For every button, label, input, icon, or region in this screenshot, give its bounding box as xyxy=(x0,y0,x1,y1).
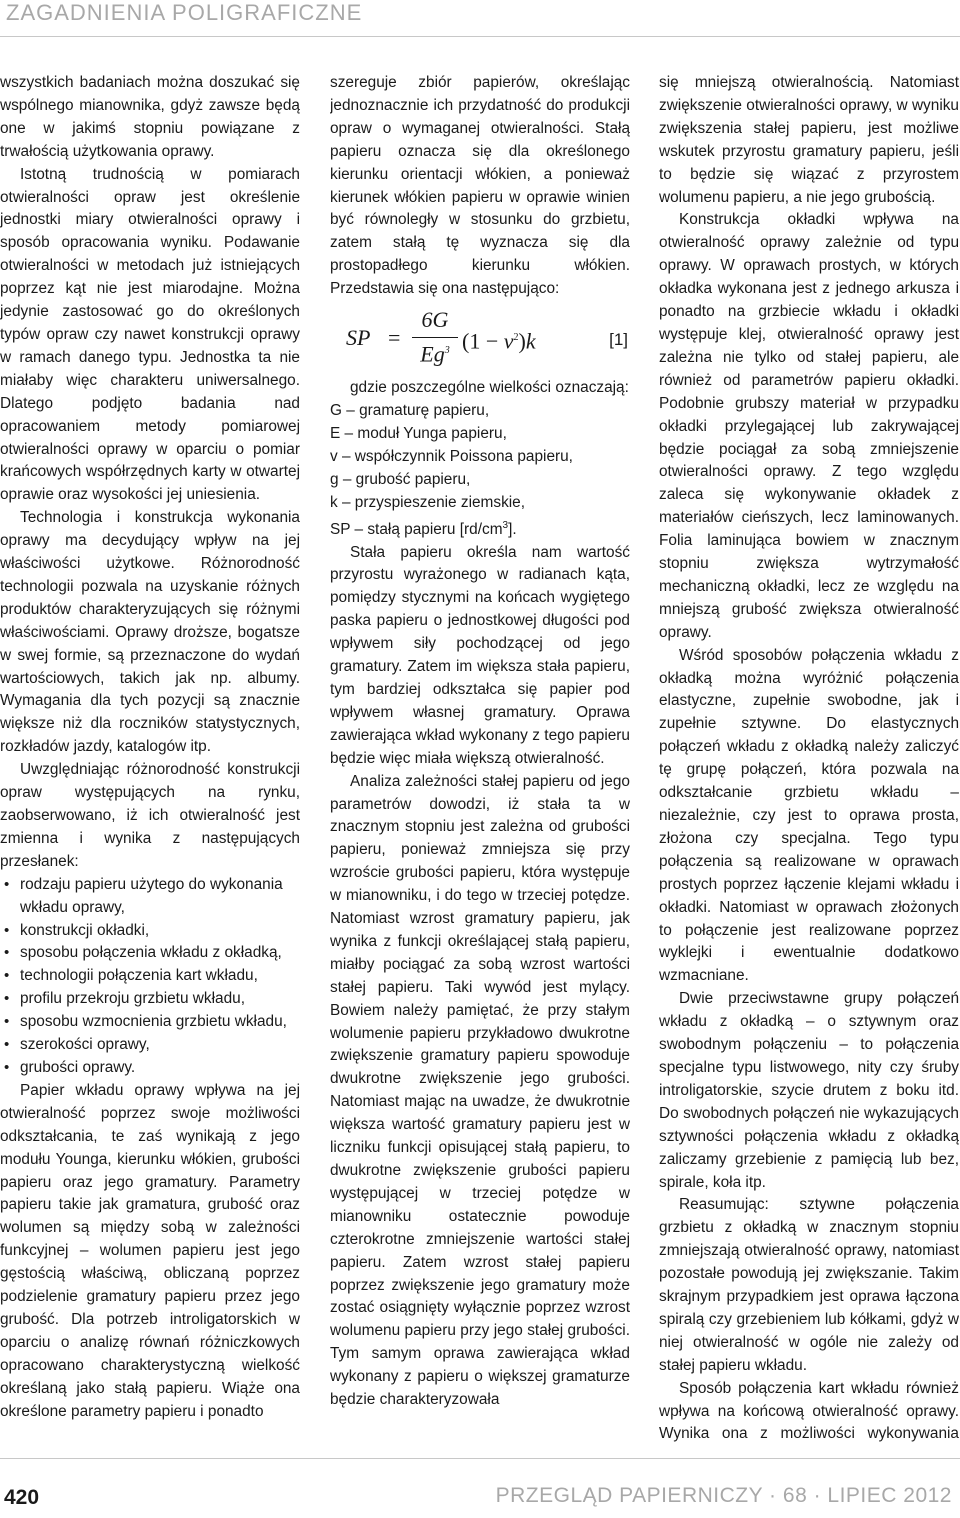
section-title: ZAGADNIENIA POLIGRAFICZNE xyxy=(6,0,363,25)
variable-definition: k – przyspieszenie ziemskie, xyxy=(330,493,526,511)
journal-name: PRZEGLĄD PAPIERNICZY · 68 · LIPIEC 2012 xyxy=(495,1484,952,1507)
paper-constant-formula xyxy=(330,309,630,371)
variable-definition: v – współczynnik Poissona papieru, xyxy=(330,447,573,465)
factor-list xyxy=(0,874,300,1080)
equation-number: [1] xyxy=(609,330,628,350)
text-column-1 xyxy=(0,72,300,1444)
paragraph: Wśród sposobów połączenia wkładu z okładką można wyróżnić połączenia elastyczne, zupełnie swobodne, jak i zupełnie sztywne. Do elastycznych połączeń wkładu z okładką należy zaliczyć tę grupę połączeń, która pozwala na odkształcanie grzbietu wkładu – niezależnie, czy jest to oprawa prosta, złożona czy specjalna. Tego typu połączenia są realizowane w oprawach prostych poprzez łączenie klejami wkładu i okładki. Natomiast w oprawach złożonych to połączenie jest realizowane poprzez wyklejki i ewentualnie dodatkowo wzmacniane. xyxy=(659,646,959,985)
list-item: • sposobu wzmocnienia grzbietu wkładu, xyxy=(0,1011,300,1034)
text-column-2 xyxy=(330,72,630,1444)
formula-numerator: 6G xyxy=(421,307,449,333)
formula-fraction xyxy=(412,309,458,366)
paragraph: Uwzględniając różnorodność konstrukcji opraw występujących na rynku, zaobserwowano, iż ich otwieralność jest zmienna i wynika z następujących przesłanek: xyxy=(0,761,300,870)
paragraph: Konstrukcja okładki wpływa na otwieralność oprawy zależnie od typu oprawy. W oprawach prostych, w których okładka wykonana jest z jednego arkusza i ponadto na grzbiecie wkładu i okładki występuje klej, otwieralność oprawy jest zależna nie tylko od stałej papieru, ale również od parametrów papieru okładki. Podobnie grubszy materiał w przypadku okładki przylegającej lub zakrywającej będzie pociągał za sobą zmniejszenie otwieralności oprawy. Z tego względu zaleca się wykonywanie okładek z materiałów cieńszych, lecz laminowanych. Folia laminująca bowiem w znacznym stopniu zwiększa wytrzymałość mechaniczną okładki, lecz ze względu na mniejszą grubość zwiększa otwieralność oprawy. xyxy=(659,211,959,641)
paragraph: Stała papieru określa nam wartość przyrostu wyrażonego w radianach kąta, pomiędzy stycznymi na końcach wygiętego paska papieru o jednostkowej długości pod wpływem siły pochodzącej od jego gramatury. Zatem im większa stała papieru, tym bardziej odkształca się papier pod wpływem własnej gramatury. Oprawa zawierająca wkład wykonany z tego papieru będzie więc miała większą otwieralność. xyxy=(330,543,630,767)
list-item: • technologii połączenia kart wkładu, xyxy=(0,965,300,988)
header-divider xyxy=(0,36,960,37)
paragraph: Sposób połączenia kart wkładu również wpływa na końcową otwieralność oprawy. Wynika ona z możliwości wykonywania xyxy=(659,1379,959,1443)
formula-lhs: SP xyxy=(346,325,371,351)
variable-definitions xyxy=(330,400,630,542)
paragraph: Dwie przeciwstawne grupy połączeń wkładu z okładką – o sztywnym oraz swobodnym połączeniu – to połączenia specjalne typu listwowego, nity czy śruby introligatorskie, szycie drutem z boku itd. Do swobodnych połączeń nie wykazujących sztywności połączenia wkładu z okładką zaliczamy grzebienie z pamięcią lub bez, spirale, koła itp. xyxy=(659,990,959,1191)
paragraph: gdzie poszczególne wielkości oznaczają: xyxy=(350,379,629,397)
formula-equals: = xyxy=(388,325,401,351)
formula-factor: $(1 - v^2)k$ xyxy=(462,328,536,354)
paragraph: wszystkich badaniach można doszukać się wspólnego mianownika, gdyż zawsze będą one w jakimś stopniu powiązane z trwałością użytkowania oprawy. xyxy=(0,74,300,160)
paragraph: Istotną trudnością w pomiarach otwieralności opraw jest określenie jednostki miary otwieralności oprawy i sposób opracowania wyniku. Podawanie otwieralności w metodach już istniejących poprzez kąt nie jest miarodajne. Można jedynie zastosować go do określonych typów opraw czy nawet konstrukcji oprawy w ramach danego typu. Jednostka ta nie miałaby więc charakteru uniwersalnego. Dlatego podjęto badania nad opracowaniem metody pomiarowej otwieralności oprawy w oparciu o pomiar krańcowych współrzędnych karty w otwartej oprawie oraz wysokości jej uniesienia. xyxy=(0,165,300,504)
paragraph: Papier wkładu oprawy wpływa na jej otwieralność poprzez swoje możliwości odkształcania, te zaś wynikają z jego modułu Younga, kierunku włókien, grubości papieru oraz jego gramatury. Parametry papieru takie jak gramatura, grubość oraz wolumen są między sobą w zależności funkcyjnej – wolumen papieru jest jego gęstością właściwą, obliczaną poprzez podzielenie gramatury papieru przez jego grubość. Dla potrzeb introligatorskich w oparciu o analizę równań różniczkowych opracowano charakterystyczną wielkość określaną jako stałą papieru. Wiąże ona określone parametry papieru i ponadto xyxy=(0,1081,300,1420)
fraction-bar xyxy=(412,337,458,338)
list-item: • rodzaju papieru użytego do wykonania wkładu oprawy, xyxy=(0,874,300,920)
formula-denominator: Eg$^3$ xyxy=(420,341,450,367)
paragraph: szereguje zbiór papierów, określając jednoznacznie ich przydatność do produkcji opraw o wymaganej otwieralności. Stałą papieru oznacza się dla określonego kierunku orientacji włókien, a ponieważ kierunek włókien papieru w oprawie winien być równoległy w stosunku do grzbietu, zatem stałą tę wyznacza się dla prostopadłego kierunku włókien. Przedstawia się ona następująco: xyxy=(330,74,630,298)
footer-divider xyxy=(0,1458,960,1459)
paragraph: Technologia i konstrukcja wykonania oprawy ma decydujący wpływ na jej właściwości użytkowe. Różnorodność technologii pozwala na uzyskanie różnych produktów charakteryzujących się różnymi właściwościami. Oprawy droższe, bogatsze w swej formie, są przeznaczone do wydań wartościowych, takich jak np. albumy. Wymagania dla tych pozycji są znacznie większe niż dla roczników statystycznych, rozkładów jazdy, katalogów itp. xyxy=(0,509,300,756)
list-item: • szerokości oprawy, xyxy=(0,1034,300,1057)
list-item: • konstrukcji okładki, xyxy=(0,920,300,943)
page-number: 420 xyxy=(4,1486,40,1509)
paragraph: Reasumując: sztywne połączenia grzbietu z okładką w znacznym stopniu zmniejszają otwieralność oprawy, natomiast pozostałe powodują jej zwiększanie. Takim skrajnym przypadkiem jest oprawa łączona spiralą czy grzebieniem lub kółkami, gdyż w niej otwieralność w ogóle nie zależy od stałej papieru wkładu. xyxy=(659,1196,959,1374)
list-item: • sposobu połączenia wkładu z okładką, xyxy=(0,942,300,965)
text-column-3 xyxy=(659,72,959,1444)
list-item: • grubości oprawy. xyxy=(0,1057,300,1080)
list-item: • profilu przekroju grzbietu wkładu, xyxy=(0,988,300,1011)
paragraph: Analiza zależności stałej papieru od jego parametrów dowodzi, iż stała ta w znacznym stopniu jest zależna od grubości papieru, ponieważ zmniejsza się przy wzroście grubości papieru, która występuje w mianowniku, i do tego w trzeciej potędze. Natomiast wzrost gramatury papieru, jak wynika z funkcji określającej stałą papieru, miałby pociągać za sobą wzrost wartości stałej papieru. Taki wywód jest mylący. Bowiem należy pamiętać, że przy stałym wolumenie papieru przykładowo dwukrotne zwiększenie gramatury papieru spowoduje dwukrotne zwiększenie jego grubości. Natomiast mając na uwadze, że dwukrotnie większa wartość gramatury papieru jest w liczniku funkcji opisującej stałą papieru, to dwukrotne zwiększenie grubości papieru występującej w trzeciej potędze w mianowniku ostatecznie powoduje czterokrotne zmniejszenie wartości stałej papieru. Zatem wzrost stałej papieru poprzez zwiększenie jego gramatury może zostać osiągnięty wyłącznie poprzez wzrost wolumenu papieru przy jego stałej grubości. Tym samym oprawa zawierająca wkład wykonany z papieru o większej gramaturze będzie charakteryzowała xyxy=(330,772,630,1409)
variable-definition: g – grubość papieru, xyxy=(330,470,471,488)
paragraph: się mniejszą otwieralnością. Natomiast zwiększenie otwieralności oprawy, w wyniku zwiększenia stałej papieru, jest możliwe wskutek przyrostu gramatury papieru, jeśli to będzie się wiązać z przyrostem wolumenu papieru, a nie jego grubością. xyxy=(659,74,959,206)
variable-definition: SP – stałą papieru $[rd/cm^3]$. xyxy=(330,519,517,538)
variable-definition: G – gramaturę papieru, xyxy=(330,401,490,419)
variable-definition: E – moduł Yunga papieru, xyxy=(330,424,507,442)
